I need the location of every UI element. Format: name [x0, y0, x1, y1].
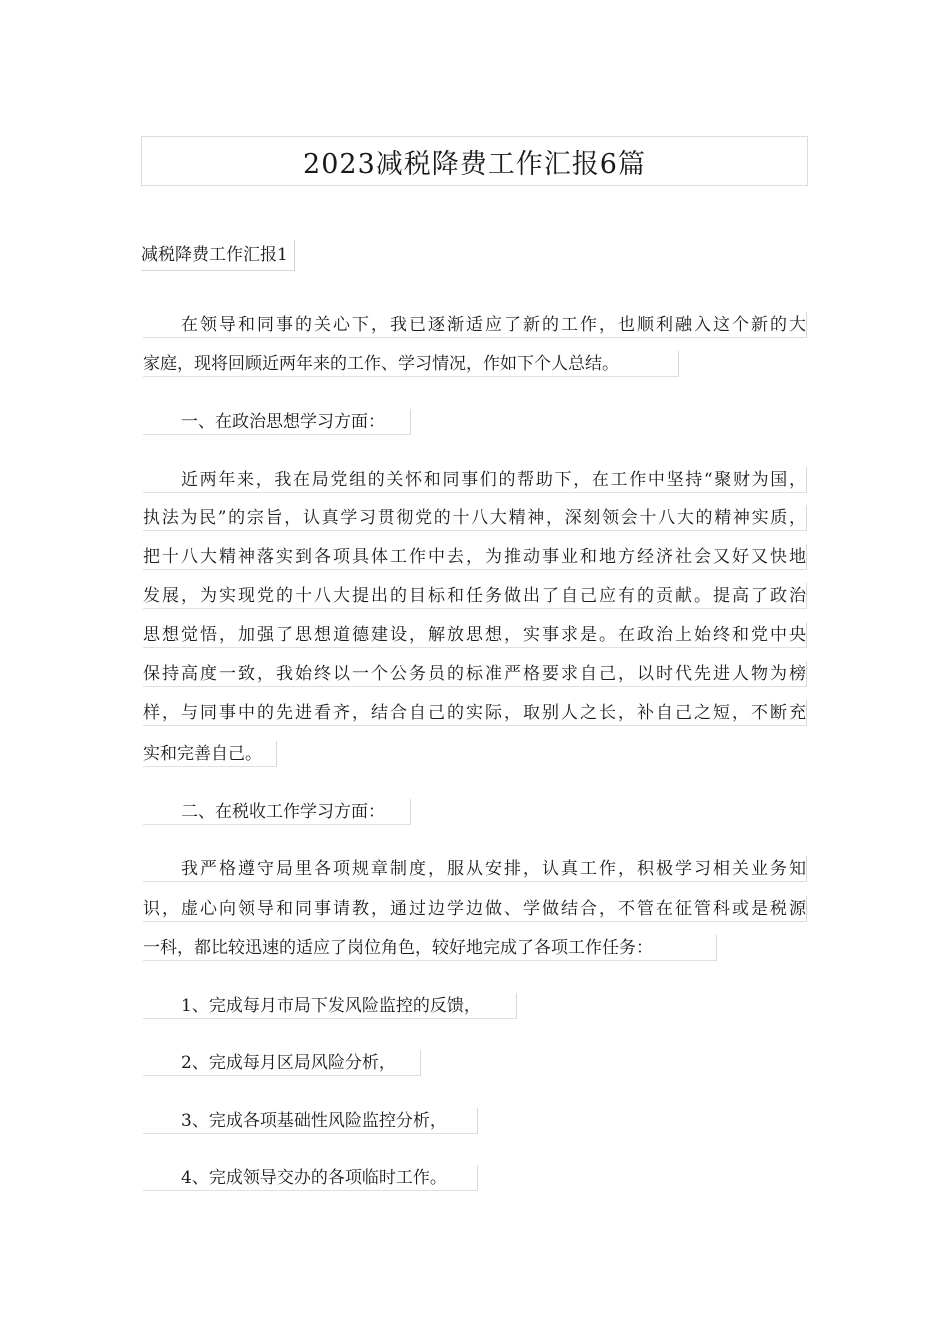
para1-line-8: 实和完善自己。: [143, 741, 277, 767]
para1-line-2: 执法为民”的宗旨，认真学习贯彻党的十八大精神，深刻领会十八大的精神实质，: [143, 505, 807, 531]
intro-line-1: 在领导和同事的关心下，我已逐渐适应了新的工作，也顺利融入这个新的大: [143, 312, 807, 338]
para2-line-1: 我严格遵守局里各项规章制度，服从安排，认真工作，积极学习相关业务知: [143, 856, 807, 882]
para1-line-5: 思想觉悟，加强了思想道德建设，解放思想，实事求是。在政治上始终和党中央: [143, 622, 807, 648]
para2-line-2: 识，虚心向领导和同事请教，通过边学边做、学做结合，不管在征管科或是税源: [143, 896, 807, 922]
section-title: 减税降费工作汇报1: [141, 240, 295, 271]
para1-line-6: 保持高度一致，我始终以一个公务员的标准严格要求自己，以时代先进人物为榜: [143, 661, 807, 687]
para2-line-3: 一科，都比较迅速的适应了岗位角色，较好地完成了各项工作任务：: [143, 935, 717, 961]
task-item-1: 1、完成每月市局下发风险监控的反馈，: [143, 993, 517, 1019]
document-title: 2023减税降费工作汇报6篇: [141, 136, 808, 186]
para1-line-7: 样，与同事中的先进看齐，结合自己的实际，取别人之长，补自己之短，不断充: [143, 700, 807, 726]
para1-line-4: 发展，为实现党的十八大提出的目标和任务做出了自己应有的贡献。提高了政治: [143, 583, 807, 609]
task-item-3: 3、完成各项基础性风险监控分析，: [143, 1108, 478, 1134]
para1-line-1: 近两年来，我在局党组的关怀和同事们的帮助下，在工作中坚持“聚财为国，: [143, 467, 807, 493]
heading-political-study: 一、在政治思想学习方面：: [143, 409, 411, 435]
task-item-4: 4、完成领导交办的各项临时工作。: [143, 1165, 478, 1191]
task-item-2: 2、完成每月区局风险分析，: [143, 1050, 421, 1076]
intro-line-2: 家庭，现将回顾近两年来的工作、学习情况，作如下个人总结。: [143, 351, 679, 377]
para1-line-3: 把十八大精神落实到各项具体工作中去，为推动事业和地方经济社会又好又快地: [143, 544, 807, 570]
heading-tax-work-study: 二、在税收工作学习方面：: [143, 799, 411, 825]
